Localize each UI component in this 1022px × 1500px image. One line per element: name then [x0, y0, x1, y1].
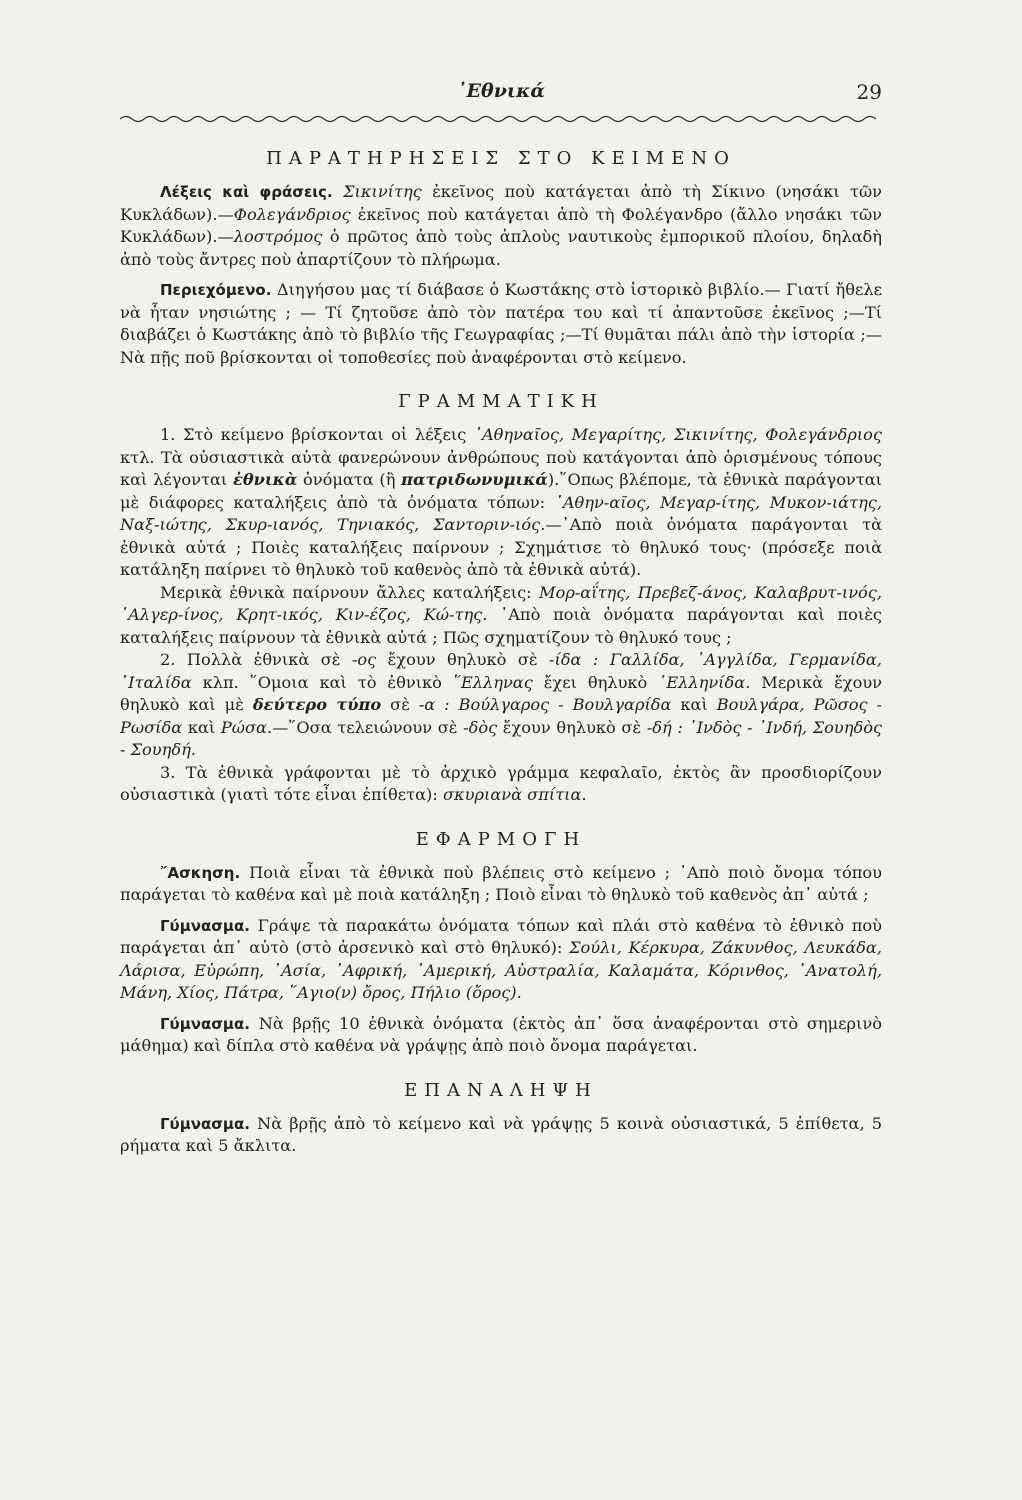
- text-run: ὀνόματα (ἢ: [297, 470, 402, 489]
- text-run: σὲ: [381, 695, 419, 714]
- text-run: κλπ. ῞Ομοια καὶ τὸ ἐθνικὸ: [191, 672, 453, 692]
- text-run: 3. Τὰ ἐθνικὰ γράφονται μὲ τὸ ἀρχικὸ γράμμα κεφαλαῖο, ἐκτὸς ἂν προσδιορίζουν οὐσιαστικὰ (γιατὶ τότε εἶναι ἐπίθετα):: [120, 762, 882, 804]
- term: -δὸς: [463, 717, 498, 737]
- lead-label: ῎Ασκηση.: [160, 863, 241, 882]
- lead-label: Περιεχόμενο.: [160, 281, 272, 299]
- lead-label: Γύμνασμα.: [160, 916, 250, 935]
- text-run: ἐκεῖνος ποὺ κατάγεται ἀπὸ τὴ Σίκινο (νησάκι τῶν Κυκλάδων).—: [120, 182, 883, 224]
- paragraph-grammar-1b: [120, 582, 882, 650]
- text-run: ὁ πρῶτος ἀπὸ τοὺς ἁπλοὺς ναυτικοὺς ἐμπορικοῦ πλοίου, δηλαδὴ ἀπὸ τοὺς ἄντρες ποὺ ἀπαρτίζουν τὸ πλήρωμα.: [120, 227, 882, 269]
- text-run: ἐκεῖνος ποὺ κατάγεται ἀπὸ τὴ Φολέγανδρο (ἄλλο νησάκι τῶν Κυκλάδων).—: [120, 204, 882, 246]
- term: λοστρόμος: [233, 227, 323, 246]
- text-run: ).῞Οπως βλέπομε, τὰ ἐθνικὰ παράγονται μὲ διάφορες καταλήξεις ἀπὸ τὰ ὀνόματα τόπων:: [120, 470, 883, 512]
- emphasis: δεύτερο τύπο: [252, 695, 382, 714]
- text-run: —᾿Απὸ ποιὰ ὀνόματα παράγονται τὰ ἐθνικὰ αὐτά ; Ποιὲς καταλήξεις παίρνουν ; Σχημάτισε τὸ θηλυκό τους· (πρόσεξε ποιὰ κατάληξη παίρνει τὸ θηλυκὸ τοῦ καθενὸς ἀπὸ τὰ ἐθνικὰ αὐτά).: [120, 515, 883, 579]
- term: ᾿Αθηναῖος, Μεγαρίτης, Σικινίτης, Φολεγάνδριος: [473, 425, 882, 444]
- term: -α : Βούλγαρος: [418, 695, 550, 714]
- paragraph-drill-1: [120, 915, 882, 1005]
- text-run: Μερικὰ ἐθνικὰ παίρνουν ἄλλες καταλήξεις:: [160, 582, 539, 602]
- term: ῞Ελληνας: [452, 672, 533, 692]
- term: -ος: [351, 650, 377, 669]
- text-run: ἔχει θηλυκὸ: [532, 672, 659, 692]
- text-run: καὶ: [182, 717, 221, 737]
- term: Βουλγάρα, Ρῶσος: [716, 695, 868, 714]
- text-run: 1. Στὸ κείμενο βρίσκονται οἱ λέξεις: [160, 425, 474, 444]
- term: Μορ-αΐτης, Πρεβεζ-άνος, Καλαβρυτ-ινός, ᾿Αλγερ-ίνος, Κρητ-ικός, Κιν-έζος, Κώ-της.: [120, 582, 883, 624]
- text-run: καὶ: [671, 695, 717, 714]
- section-heading-observations: ΠΑΡΑΤΗΡΗΣΕΙΣ ΣΤΟ ΚΕΙΜΕΝΟ: [266, 148, 736, 169]
- term: Σικινίτης: [343, 182, 422, 201]
- emphasis: πατριδωνυμικά: [401, 470, 548, 489]
- text-run: ᾿Απὸ ποιὰ ὀνόματα παράγονται καὶ ποιὲς καταλήξεις παίρνουν τὰ ἐθνικὰ αὐτά ; Πῶς σχηματίζουν τὸ θηλυκό τους ;: [120, 605, 882, 647]
- term: Φολεγάνδριος: [233, 204, 351, 224]
- term: -ίδα : Γαλλίδα, ᾿Αγγλίδα, Γερμανίδα, ᾿Ιταλίδα: [120, 650, 882, 692]
- paragraph-grammar-3: [120, 762, 882, 807]
- term: ῾Ελληνίδα.: [658, 672, 751, 692]
- wavy-rule: [120, 112, 882, 126]
- paragraph-grammar-1: [120, 424, 882, 582]
- text-run: —῞Οσα τελειώνουν σὲ: [272, 717, 464, 737]
- text-run: Νὰ βρῇς ἀπὸ τὸ κείμενο καὶ νὰ γράψῃς 5 κοινὰ οὐσιαστικά, 5 ἐπίθετα, 5 ρήματα καὶ 5 ἄκλιτα.: [120, 1113, 882, 1155]
- section-heading-review: ΕΠΑΝΑΛΗΨΗ: [404, 1079, 598, 1101]
- term: -δή : ᾿Ινδὸς - ᾿Ινδή, Σουηδὸς - Σουηδή.: [120, 717, 883, 759]
- place-list: Σούλι, Κέρκυρα, Ζάκυνθος, Λευκάδα, Λάρισα, Εὐρώπη, ᾿Ασία, ᾿Αφρική, ᾿Αμερική, Αὐστραλία, Καλαμάτα, Κόρινθος, ᾿Ανατολή, Μάνη, Χίος, Πάτρα, ῞Αγιο(ν) ὄρος, Πήλιο (ὄρος).: [120, 938, 882, 1002]
- section-heading-application: ΕΦΑΡΜΟΓΗ: [415, 828, 587, 850]
- page-number: 29: [856, 80, 882, 104]
- text-run: Διηγήσου μας τί διάβασε ὁ Κωστάκης στὸ ἱστορικὸ βιβλίο.— Γιατί ἤθελε νὰ ἦταν νησιώτης ; — Τί ζητοῦσε ἀπὸ τὸν πατέρα του καὶ τί ἀπαντοῦσε ἐκεῖνος ;—Τί διαβάζει ὁ Κωστάκης ἀπὸ τὸ βιβλίο τῆς Γεωγραφίας ;—Τί θυμᾶται πάλι ἀπὸ τὴν ἱστορία ;— Νὰ πῇς ποῦ βρίσκονται οἱ τοποθεσίες ποὺ ἀναφέρονται στὸ κείμενο.: [120, 280, 882, 367]
- text-run: -: [867, 695, 883, 714]
- paragraph-exercise: [120, 862, 882, 907]
- text-run: -: [549, 695, 573, 714]
- term: Βουλγαρίδα: [572, 695, 672, 714]
- text-run: 2. Πολλὰ ἐθνικὰ σὲ: [160, 650, 352, 669]
- text-run: ἔχουν θηλυκὸ σὲ: [376, 650, 549, 669]
- text-run: ἔχουν θηλυκὸ σὲ: [497, 717, 647, 737]
- running-title: ᾿Εθνικά: [457, 80, 545, 102]
- paragraph-review-drill: [120, 1113, 882, 1158]
- term: Ρώσα.: [220, 717, 273, 737]
- lead-label: Γύμνασμα.: [160, 1114, 250, 1133]
- paragraph-words-phrases: [120, 181, 882, 271]
- running-header: [120, 80, 882, 110]
- lead-label: Γύμνασμα.: [160, 1014, 250, 1033]
- text-run: Νὰ βρῇς 10 ἐθνικὰ ὀνόματα (ἐκτὸς ἀπ᾿ ὅσα ἀναφέρονται στὸ σημερινὸ μάθημα) καὶ δίπλα στὸ καθένα νὰ γράψῃς ἀπὸ ποιὸ ὄνομα παράγεται.: [120, 1013, 882, 1055]
- term: Ρωσίδα: [120, 717, 183, 737]
- paragraph-grammar-2: [120, 649, 882, 762]
- paragraph-drill-2: [120, 1013, 882, 1058]
- emphasis: ἐθνικὰ: [232, 470, 298, 489]
- term: ᾿Αθην-αῖος, Μεγαρ-ίτης, Μυκον-ιάτης, Ναξ-ιώτης, Σκυρ-ιανός, Τηνιακός, Σαντοριν-ιός.: [120, 492, 882, 534]
- text-run: Γράψε τὰ παρακάτω ὀνόματα τόπων καὶ πλάι στὸ καθένα τὸ ἐθνικὸ ποὺ παράγεται ἀπ᾿ αὐτὸ (στὸ ἀρσενικὸ καὶ στὸ θηλυκό):: [120, 915, 882, 957]
- paragraph-content: [120, 279, 882, 369]
- section-heading-grammar: ΓΡΑΜΜΑΤΙΚΗ: [398, 391, 604, 412]
- lead-label: Λέξεις καὶ φράσεις.: [160, 183, 333, 201]
- term: σκυριανὰ σπίτια.: [442, 785, 587, 804]
- text-run: Ποιὰ εἶναι τὰ ἐθνικὰ ποὺ βλέπεις στὸ κείμενο ; ᾿Απὸ ποιὸ ὄνομα τόπου παράγεται τὸ καθένα καὶ μὲ ποιὰ κατάληξη ; Ποιὸ εἶναι τὸ θηλυκὸ τοῦ καθενὸς ἀπ᾿ αὐτά ;: [120, 862, 882, 904]
- text-run: Μερικὰ ἔχουν θηλυκὸ καὶ μὲ: [120, 672, 882, 714]
- text-run: κτλ. Τὰ οὐσιαστικὰ αὐτὰ φανερώνουν ἀνθρώπους ποὺ κατάγονται ἀπὸ ὁρισμένους τόπους καὶ λέγονται: [120, 447, 882, 489]
